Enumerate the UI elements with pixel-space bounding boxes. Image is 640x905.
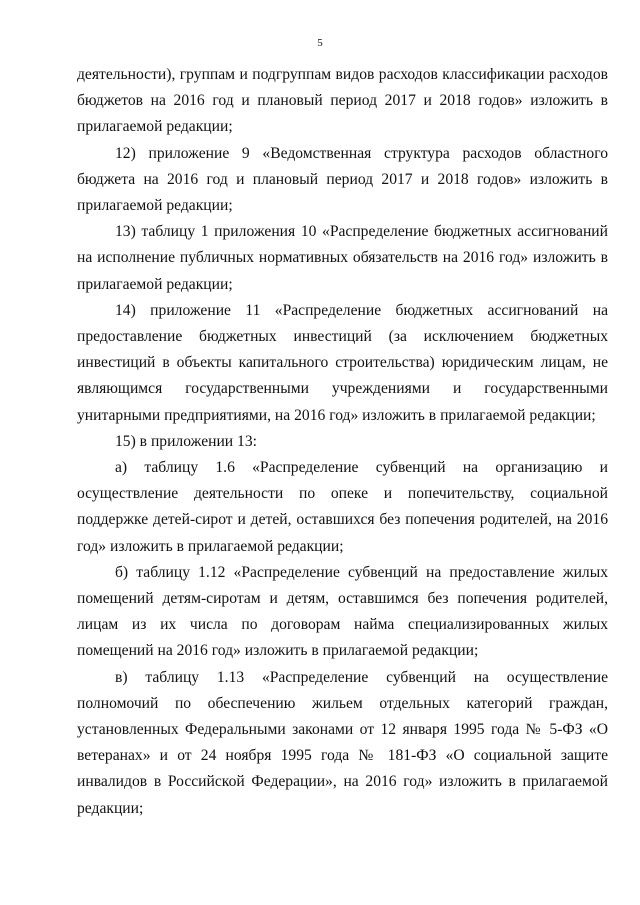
paragraph-item-15: 15) в приложении 13: bbox=[115, 432, 257, 450]
page-number: 5 bbox=[317, 37, 323, 49]
paragraph-item-13: 13) таблицу 1 приложения 10 «Распределение бюджетных ассигнований на исполнение публичных нормативных обязательств на 2016 год» изложить в прилагаемой редакции; bbox=[77, 223, 608, 293]
paragraph-item-14: 14) приложение 11 «Распределение бюджетных ассигнований на предоставление бюджетных инвестиций (за исключением бюджетных инвестиций в объекты капитального строительства) юридическим лицам, не являющимся государственными учреждениями и государственными унитарными предприятиями, на 2016 год» изложить в прилагаемой редакции; bbox=[77, 301, 608, 424]
paragraph-subitem-a: а) таблицу 1.6 «Распределение субвенций на организацию и осуществление деятельности по опеке и попечительству, социальной поддержке детей-сирот и детей, оставшихся без попечения родителей, на 2016 год» изложить в прилагаемой редакции; bbox=[77, 459, 608, 555]
paragraph-continuation: деятельности), группам и подгруппам видов расходов классификации расходов бюджетов на 2016 год и плановый период 2017 и 2018 годов» изложить в прилагаемой редакции; bbox=[77, 66, 608, 136]
paragraph-item-12: 12) приложение 9 «Ведомственная структура расходов областного бюджета на 2016 год и плановый период 2017 и 2018 годов» изложить в прилагаемой редакции; bbox=[77, 144, 608, 215]
paragraph-subitem-v: в) таблицу 1.13 «Распределение субвенций на осуществление полномочий по обеспечению жильем отдельных категорий граждан, установленных Федеральными законами от 12 января 1995 года № 5-ФЗ «О ветеранах» и от 24 ноября 1995 года № 181-ФЗ «О социальной защите инвалидов в Российской Федерации», на 2016 год» изложить в прилагаемой редакции; bbox=[77, 668, 608, 817]
paragraph-subitem-b: б) таблицу 1.12 «Распределение субвенций на предоставление жилых помещений детям-сиротам и детям, оставшимся без попечения родителей, лицам из их числа по договорам найма специализированных жилых помещений на 2016 год» изложить в прилагаемой редакции; bbox=[77, 563, 608, 660]
document-body bbox=[77, 62, 608, 822]
